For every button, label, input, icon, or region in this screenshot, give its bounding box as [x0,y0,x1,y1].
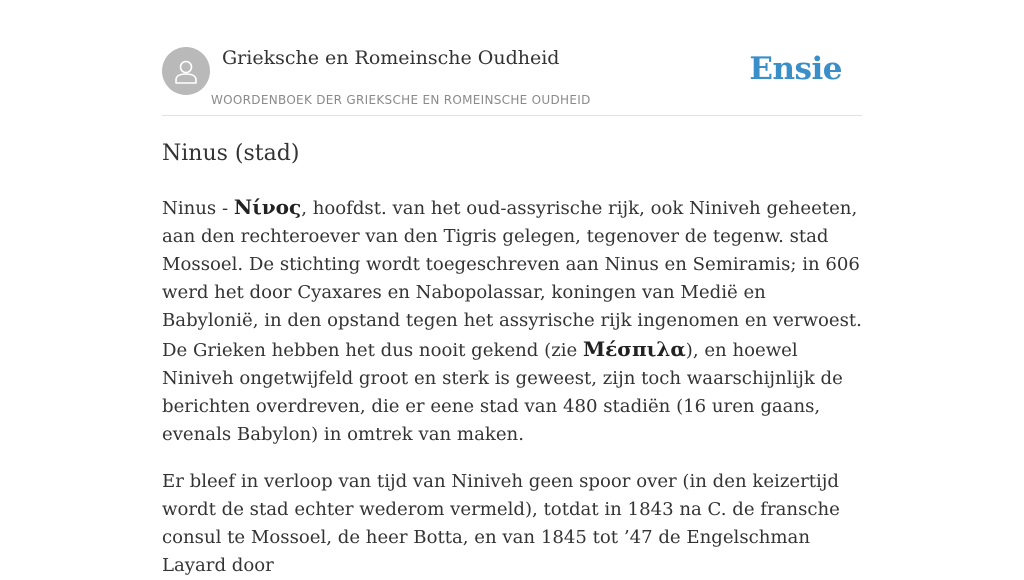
article-content [162,138,862,580]
site-header [162,0,862,116]
greek-term: Μέσπιλα [582,337,686,361]
user-avatar-icon[interactable] [162,47,210,95]
paragraph-text: , hoofdst. van het oud-assyrische rijk, ook Niniveh geheeten, aan den rechteroever van den Tigris gelegen, tegenover de tegenw. stad Mossoel. De stichting wordt toegeschreven aan Ninus en Semiramis; in 606 werd het door Cyaxares en Nabopolassar, koningen van Medië en Babylonië, in den opstand tegen het assyrische rijk ingenomen en verwoest. De Grieken hebben het dus nooit gekend (zie [162,198,862,361]
greek-term: Νίνος [233,195,302,219]
article-paragraph-1 [162,193,862,449]
site-subtitle: WOORDENBOEK DER GRIEKSCHE EN ROMEINSCHE OUDHEID [211,93,591,107]
paragraph-text: Ninus - [162,198,234,219]
ensie-logo[interactable]: Ensie [749,51,842,87]
entry-title: Ninus (stad) [162,141,300,166]
article-paragraph-2: Er bleef in verloop van tijd van Niniveh geen spoor over (in den keizertijd wordt de stad echter wederom vermeld), totdat in 1843 na C. de fransche consul te Mossoel, de heer Botta, en van 1845 tot ’47 de Engelschman Layard door [162,471,840,576]
paragraph-text: ), en hoewel Niniveh ongetwijfeld groot en sterk is geweest, zijn toch waarschijnlijk de berichten overdreven, die er eene stad van 480 stadiën (16 uren gaans, evenals Babylon) in omtrek van maken. [162,340,843,445]
person-outline-icon [171,56,201,86]
site-title-link[interactable]: Grieksche en Romeinsche Oudheid [222,47,560,69]
